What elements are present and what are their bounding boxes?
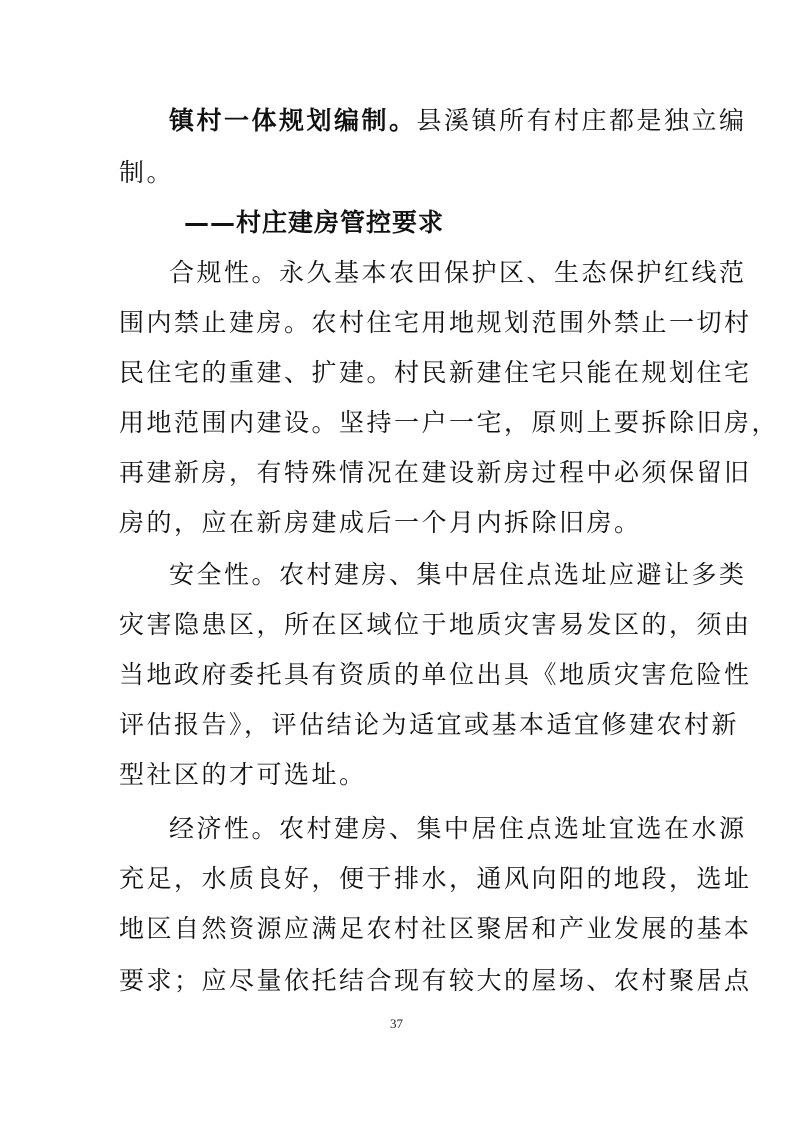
paragraph-2-line-5: 再建新房，有特殊情况在建设新房过程中必须保留旧 — [119, 458, 752, 487]
paragraph-4-line-1: 经济性。农村建房、集中居住点选址宜选在水源 — [169, 814, 747, 843]
paragraph-2-line-3: 民住宅的重建、扩建。村民新建住宅只能在规划住宅 — [119, 358, 752, 387]
paragraph-3-line-5: 型社区的才可选址。 — [119, 760, 367, 789]
paragraph-3-line-3: 当地政府委托具有资质的单位出具《地质灾害危险性 — [119, 660, 752, 689]
paragraph-2-line-2: 围内禁止建房。农村住宅用地规划范围外禁止一切村 — [119, 308, 752, 337]
section-title: ——村庄建房管控要求 — [184, 208, 445, 237]
paragraph-2-line-6: 房的，应在新房建成后一个月内拆除旧房。 — [119, 508, 642, 537]
paragraph-1-line-1 — [169, 106, 747, 136]
paragraph-1-line-2: 制。 — [119, 158, 175, 187]
paragraph-4-line-4: 要求；应尽量依托结合现有较大的屋场、农村聚居点 — [119, 966, 752, 995]
paragraph-3-line-1: 安全性。农村建房、集中居住点选址应避让多类 — [169, 560, 747, 589]
paragraph-3-line-2: 灾害隐患区，所在区域位于地质灾害易发区的，须由 — [119, 610, 752, 639]
paragraph-4-line-2: 充足，水质良好，便于排水，通风向阳的地段，选址 — [119, 864, 752, 893]
paragraph-3-line-4: 评估报告》，评估结论为适宜或基本适宜修建农村新 — [119, 710, 740, 739]
paragraph-4-line-3: 地区自然资源应满足农村社区聚居和产业发展的基本 — [119, 914, 752, 943]
paragraph-1-heading: 镇村一体规划编制。 — [169, 106, 417, 135]
page-number: 37 — [390, 1016, 403, 1031]
paragraph-2-line-4: 用地范围内建设。坚持一户一宅，原则上要拆除旧房， — [119, 408, 780, 437]
paragraph-2-line-1: 合规性。永久基本农田保护区、生态保护红线范 — [169, 258, 747, 287]
paragraph-1-text: 县溪镇所有村庄都是独立编 — [416, 106, 747, 135]
